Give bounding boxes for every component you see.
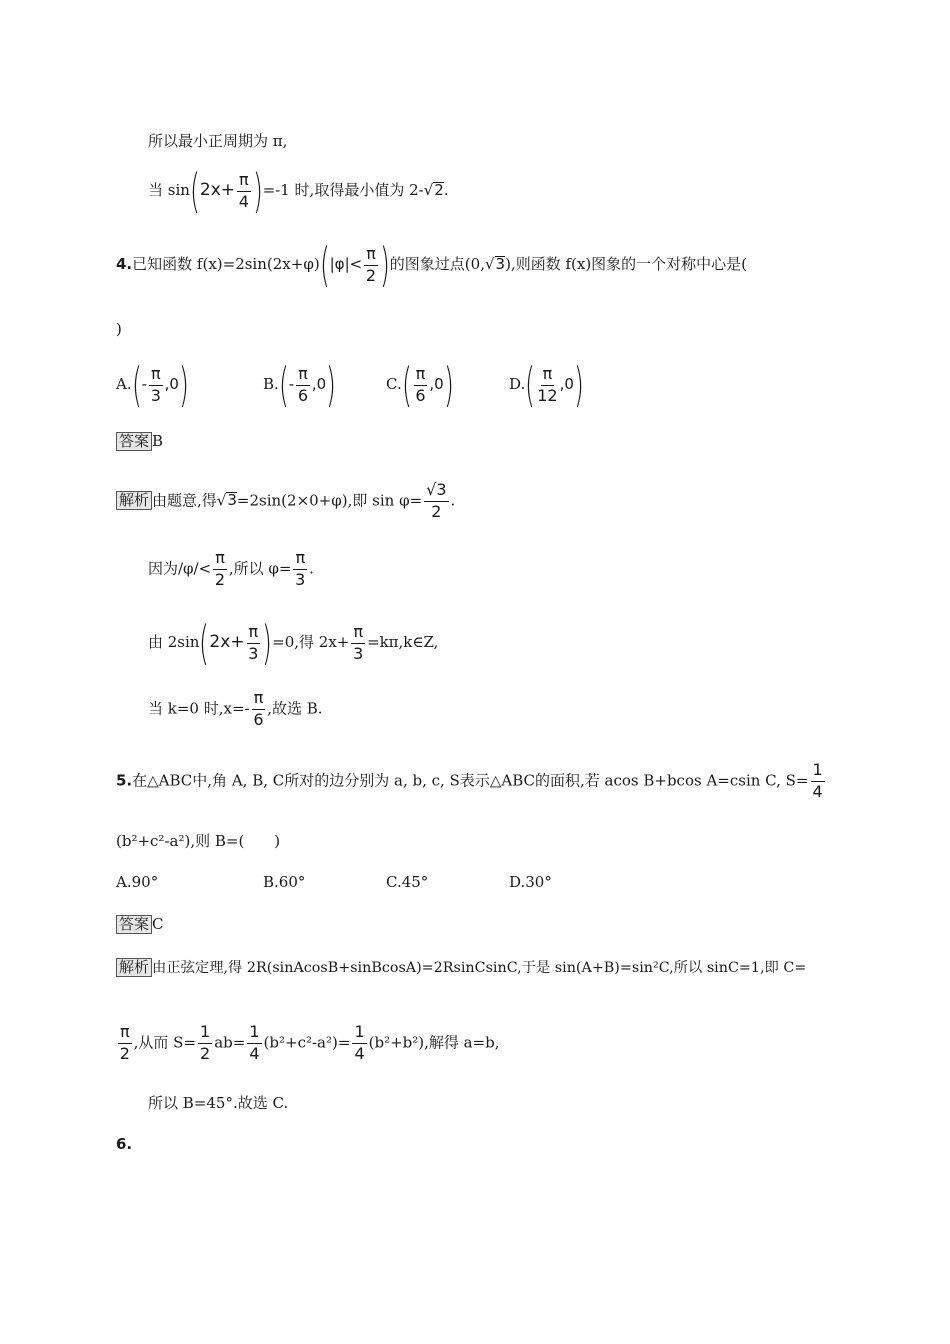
left-paren: (: [319, 238, 330, 292]
q4-number: 4.: [116, 255, 133, 273]
text: ,故选 B.: [267, 699, 323, 718]
fraction: [252, 690, 266, 729]
frac-num: π: [247, 624, 261, 644]
q5-option-b: [263, 875, 305, 890]
option-text: 30°: [525, 873, 552, 891]
frac-num: π: [351, 624, 365, 644]
text: 在△ABC中,角 A, B, C所对的边分别为 a, b, c, S表示△ABC的面积,若 acos B+bcos A=csin C, S=: [132, 771, 809, 790]
q4-stem-b: 的图象过点(0,: [389, 255, 485, 273]
q4-analysis-line3: [148, 616, 439, 670]
frac-num: √3: [424, 482, 448, 502]
q4-cond: |φ|<: [329, 255, 363, 273]
sol3-arg: 2x+: [199, 180, 236, 200]
q4-option-d: [509, 358, 584, 412]
option-text: 90°: [131, 873, 159, 891]
frac-den: 2: [365, 265, 377, 285]
frac-den: 6: [415, 385, 426, 405]
q4-analysis-line4: [148, 690, 323, 729]
fraction: [414, 363, 428, 405]
frac-den: 2: [431, 501, 442, 521]
text: (b²+b²),解得 a=b,: [368, 1033, 500, 1052]
q5-option-c: [386, 875, 428, 890]
sqrt-symbol: √: [484, 255, 495, 273]
q4-answer: [116, 432, 163, 451]
frac-den: 6: [297, 385, 309, 405]
option-label: A.: [116, 375, 132, 393]
frac-den: 4: [812, 781, 823, 801]
fraction: [424, 482, 448, 521]
frac-num: π: [237, 172, 251, 192]
frac-den: 12: [537, 385, 558, 405]
q5-option-a: [116, 875, 158, 890]
fraction: [118, 1024, 132, 1063]
frac-den: 4: [249, 1043, 260, 1063]
q4-option-c: [386, 358, 454, 412]
q4-stem-c: ),则函数 f(x)图象的一个对称中心是(: [505, 255, 748, 273]
left-paren: (: [525, 358, 536, 412]
q4-analysis-line2: [148, 550, 314, 589]
option-tail: ,0: [429, 375, 444, 393]
left-paren: (: [131, 358, 142, 412]
q4-option-b: [263, 358, 337, 412]
q6-number: 6.: [116, 1135, 133, 1153]
sqrt-symbol: √: [216, 491, 227, 510]
text: 当 k=0 时,x=-: [148, 699, 250, 718]
text: 由正弦定理,得 2R(sinAcosB+sinBcosA)=2RsinCsinC,于是 sin(A+B)=sin²C,所以 sinC=1,即 C=: [152, 960, 807, 976]
frac-num: π: [118, 1024, 132, 1044]
fraction: [247, 1024, 261, 1063]
right-paren: ): [573, 358, 584, 412]
left-paren: (: [189, 164, 200, 218]
sqrt-value: 3: [227, 491, 237, 510]
fraction: [811, 762, 825, 801]
frac-num: π: [296, 366, 310, 386]
fraction: [537, 363, 558, 405]
sqrt-value: 2: [434, 181, 444, 199]
option-label: B.: [263, 375, 279, 393]
frac-den: 4: [354, 1043, 365, 1063]
frac-num: π: [541, 366, 555, 386]
fraction: [247, 621, 261, 663]
frac-num: π: [213, 550, 227, 570]
right-paren: ): [252, 164, 263, 218]
q4-analysis-line1: [116, 482, 455, 521]
fraction: [213, 550, 227, 589]
sol3-line1: 所以最小正周期为 π,: [148, 132, 288, 150]
period: .: [450, 491, 456, 510]
sol3-line2-pre: 当 sin: [148, 181, 190, 199]
text: =2sin(2×0+φ),即 sin φ=: [236, 491, 423, 510]
period: .: [309, 559, 314, 578]
sol3-line2: [148, 164, 449, 218]
q5-analysis-line1: [116, 958, 806, 977]
text: ,从而 S=: [133, 1033, 197, 1052]
frac-den: 2: [200, 1043, 211, 1063]
q4-stem-close: ): [116, 320, 122, 338]
answer-value: B: [152, 432, 164, 450]
fraction: [352, 1024, 366, 1063]
period: .: [443, 181, 449, 199]
left-paren: (: [278, 358, 289, 412]
text: 因为/φ/<: [148, 559, 212, 578]
text: 由题意,得: [152, 491, 217, 510]
q5-analysis-line2: [116, 1024, 500, 1063]
option-text: 60°: [278, 873, 306, 891]
text: (b²+c²-a²)=: [263, 1033, 351, 1052]
fraction: [351, 621, 365, 663]
analysis-tag: 解析: [116, 491, 152, 510]
q4-stem: [116, 238, 748, 292]
option-tail: ,0: [559, 375, 574, 393]
option-tail: ,0: [311, 375, 327, 393]
q5-analysis-line3: 所以 B=45°.故选 C.: [148, 1094, 289, 1112]
answer-tag: 答案: [116, 432, 152, 451]
option-label: C.: [386, 375, 402, 393]
text: ,所以 φ=: [228, 559, 292, 578]
sqrt-value: 3: [495, 255, 506, 273]
right-paren: ): [178, 358, 189, 412]
frac-num: π: [149, 366, 163, 386]
frac-num: π: [293, 550, 307, 570]
fraction: [149, 363, 163, 405]
q5-number: 5.: [116, 771, 133, 790]
text: ab=: [214, 1033, 246, 1052]
option-sign: -: [141, 375, 147, 393]
option-label: D.: [509, 375, 526, 393]
q5-option-d: [509, 875, 552, 890]
option-tail: ,0: [164, 375, 179, 393]
q5-stem: [116, 762, 827, 801]
arg: 2x+: [209, 632, 245, 652]
answer-tag: 答案: [116, 915, 152, 934]
option-label: B.: [263, 873, 279, 891]
left-paren: (: [401, 358, 412, 412]
q5-answer: [116, 915, 164, 934]
frac-den: 6: [253, 709, 264, 729]
frac-den: 3: [248, 643, 259, 663]
text: 由 2sin: [148, 633, 200, 651]
right-paren: ): [262, 616, 273, 670]
option-label: C.: [386, 873, 402, 891]
fraction: [293, 550, 307, 589]
option-text: 45°: [401, 873, 429, 891]
frac-den: 3: [150, 385, 161, 405]
option-sign: -: [288, 375, 295, 393]
option-label: A.: [116, 873, 132, 891]
frac-den: 2: [214, 569, 226, 589]
left-paren: (: [199, 616, 210, 670]
q4-stem-a: 已知函数 f(x)=2sin(2x+φ): [132, 255, 320, 273]
frac-den: 3: [353, 643, 364, 663]
frac-num: π: [364, 246, 378, 266]
right-paren: ): [443, 358, 454, 412]
frac-num: 1: [811, 762, 825, 782]
frac-den: 3: [295, 569, 306, 589]
frac-num: π: [252, 690, 266, 710]
frac-num: 1: [247, 1024, 261, 1044]
sol3-post: =-1 时,取得最小值为 2-: [262, 181, 424, 199]
frac-num: π: [414, 366, 428, 386]
frac-num: 1: [198, 1024, 212, 1044]
fraction: [364, 243, 378, 285]
frac-den: 4: [238, 191, 249, 211]
fraction: [198, 1024, 212, 1063]
right-paren: ): [326, 358, 337, 412]
frac-den: 2: [119, 1043, 130, 1063]
fraction: [237, 169, 251, 211]
option-label: D.: [509, 873, 526, 891]
text: =0,得 2x+: [272, 633, 350, 651]
q5-stem2: (b²+c²-a²),则 B=( ): [116, 832, 281, 850]
fraction: [296, 363, 310, 405]
sqrt-symbol: √: [423, 181, 434, 199]
text: =kπ,k∈Z,: [367, 633, 439, 651]
right-paren: ): [379, 238, 390, 292]
analysis-tag: 解析: [116, 958, 152, 977]
frac-num: 1: [352, 1024, 366, 1044]
q4-option-a: [116, 358, 189, 412]
answer-value: C: [152, 915, 164, 933]
